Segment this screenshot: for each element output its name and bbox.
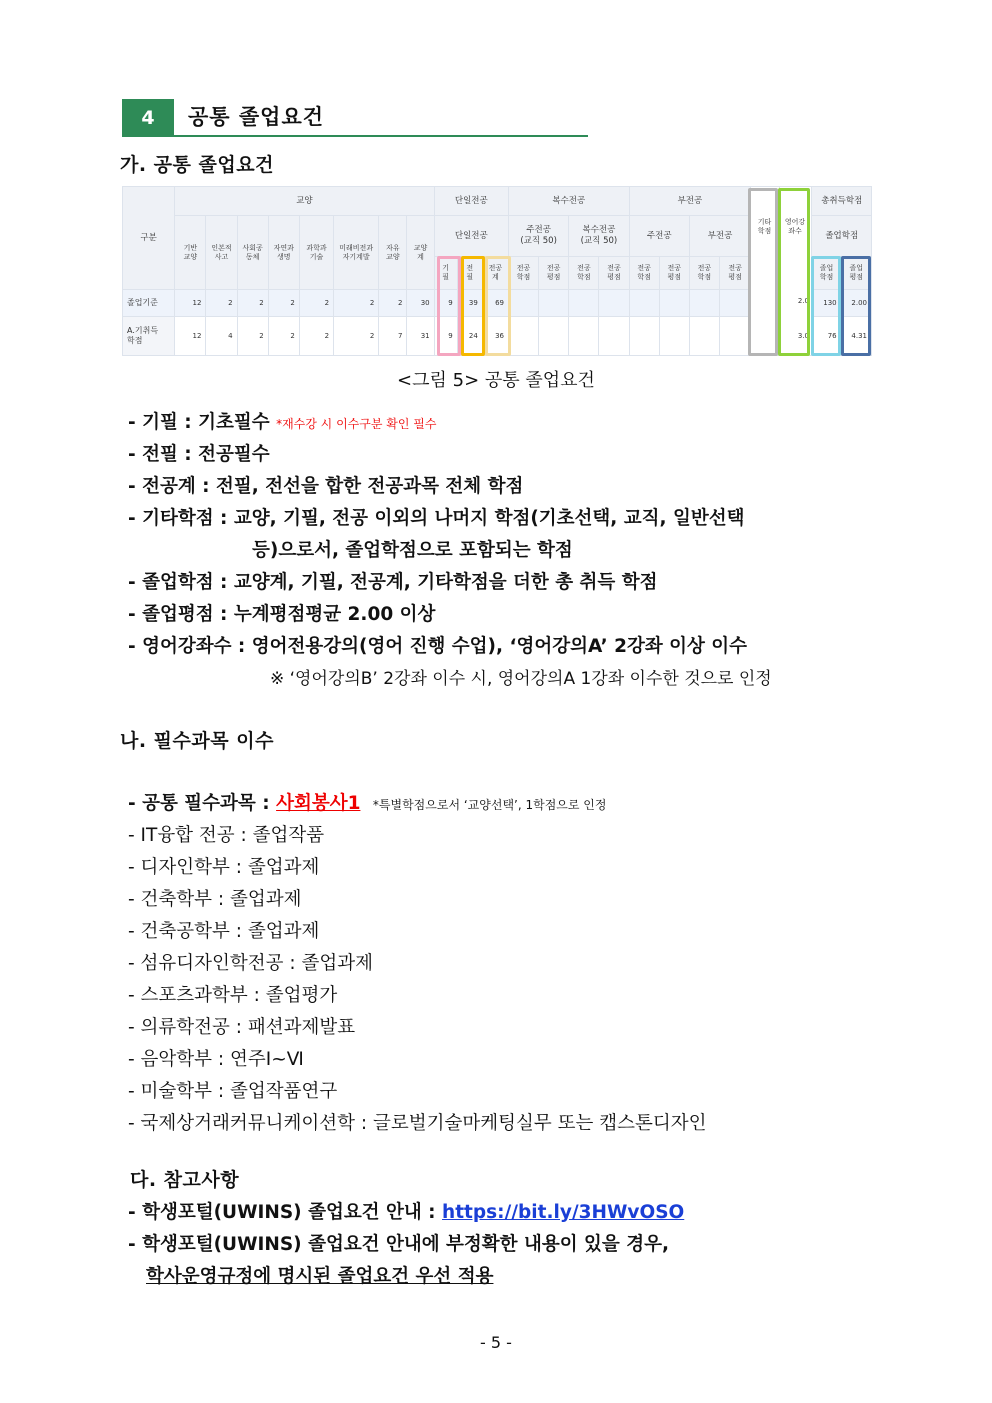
col-gipil: 기 필: [434, 257, 457, 290]
highlight-grad-credit: [811, 256, 841, 356]
cell: [659, 317, 689, 356]
highlight-grad-gpa: [841, 256, 871, 356]
definition-gipil: [128, 408, 436, 434]
cell: 2: [334, 290, 379, 317]
col-gyoyang-6: 미래비전과 자기계발: [334, 216, 379, 290]
group-single-major: 단일전공: [434, 187, 508, 216]
bullet: -: [128, 636, 143, 657]
cell: [508, 290, 538, 317]
cell: 2: [237, 290, 268, 317]
col-gyoyang-5: 과학과 기술: [299, 216, 333, 290]
col-grad-credit: 졸업 학점: [812, 257, 841, 290]
cell: 2: [299, 290, 333, 317]
cell: 2: [334, 317, 379, 356]
col-single-major: 단일전공: [434, 216, 508, 257]
cell: 2.00: [841, 290, 871, 317]
cell: [659, 290, 689, 317]
cell: 2: [268, 317, 299, 356]
subsection-c-title: 다. 참고사항: [130, 1169, 240, 1191]
cell: 2: [379, 290, 407, 317]
cell: [689, 290, 719, 317]
row-label: A.기취득 학점: [123, 317, 175, 356]
col-gyoyang-2: 인본적 사고: [206, 216, 237, 290]
bullet: -: [128, 508, 143, 529]
group-double-major: 복수전공: [508, 187, 629, 216]
col-gyoyang-3: 사회공 동체: [237, 216, 268, 290]
subsection-b-title: 나. 필수과목 이수: [120, 730, 274, 752]
portal-guide-link[interactable]: https://bit.ly/3HWvOSO: [442, 1202, 685, 1223]
definition-term: 영어강좌수 : 영어전용강의(영어 진행 수업), ‘영어강의A’ 2강좌 이상 이수: [142, 636, 748, 657]
bullet: -: [128, 604, 143, 625]
definition-jeonpil: [128, 440, 270, 466]
cell: 30: [407, 290, 434, 317]
special-credit-note: *특별학점으로서 ‘교양선택’, 1학점으로 인정: [372, 798, 607, 812]
cell: 4.31: [841, 317, 871, 356]
cell: [599, 317, 629, 356]
cell: 69: [482, 290, 508, 317]
cell: [508, 317, 538, 356]
col-minor-sub: 부전공: [689, 216, 750, 257]
discrepancy-note-cont: 학사운영규정에 명시된 졸업요건 우선 적용: [146, 1266, 494, 1287]
definition-term: 기필 : 기초필수: [142, 412, 270, 433]
col-jeongye: 전공 계: [482, 257, 508, 290]
bullet: -: [128, 476, 143, 497]
col-gyoyang-1: 기반 교양: [175, 216, 206, 290]
section-title: 공통 졸업요건: [188, 105, 325, 129]
col-major-credit: 전공 학점: [629, 257, 659, 290]
list-item: - 미술학부 : 졸업작품연구: [128, 1081, 338, 1102]
col-major-credit: 전공 학점: [689, 257, 719, 290]
col-english: 영어강 좌수: [784, 218, 806, 235]
discrepancy-note: - 학생포털(UWINS) 졸업요건 안내에 부정확한 내용이 있을 경우,: [128, 1234, 669, 1255]
definition-jeongye: [128, 472, 523, 498]
cell: 31: [407, 317, 434, 356]
definition-etc-credit: [128, 504, 744, 530]
group-minor: 부전공: [629, 187, 751, 216]
cell: 76: [812, 317, 841, 356]
cell: 4: [206, 317, 237, 356]
bullet: -: [128, 444, 143, 465]
highlight-gipil: [437, 256, 461, 356]
cell: [629, 290, 659, 317]
col-major-credit: 전공 학점: [569, 257, 599, 290]
cell: 2: [206, 290, 237, 317]
cell: [539, 290, 569, 317]
definition-term: 전공계 : 전필, 전선을 합한 전공과목 전체 학점: [142, 476, 524, 497]
cell: 36: [482, 317, 508, 356]
cell: [599, 290, 629, 317]
cell: 9: [434, 290, 457, 317]
col-gyoyang-7: 자유 교양: [379, 216, 407, 290]
list-item: - 스포츠과학부 : 졸업평가: [128, 985, 338, 1006]
col-grad-credit-group: 졸업학점: [812, 216, 872, 257]
page-number: - 5 -: [480, 1333, 512, 1352]
col-grad-gpa: 졸업 평점: [841, 257, 871, 290]
definition-term: 기타학점 : 교양, 기필, 전공 이외의 나머지 학점(기초선택, 교직, 일반선택: [142, 508, 745, 529]
common-required-label: - 공통 필수과목 :: [128, 793, 277, 814]
cell: [539, 317, 569, 356]
col-minor-main: 주전공: [629, 216, 689, 257]
cell: 12: [175, 290, 206, 317]
highlight-english: [778, 188, 810, 356]
community-service-course: 사회봉사1: [276, 793, 361, 814]
definition-term: 등)으로서, 졸업학점으로 포함되는 학점: [252, 540, 573, 561]
cell: 2: [299, 317, 333, 356]
cell: 12: [175, 317, 206, 356]
retake-note: *재수강 시 이수구분 확인 필수: [276, 417, 437, 431]
cell: 9: [434, 317, 457, 356]
list-item: - 국제상거래커뮤니케이션학 : 글로벌기술마케팅실무 또는 캡스톤디자인: [128, 1113, 707, 1134]
list-item: - 건축공학부 : 졸업과제: [128, 921, 320, 942]
cell: 2: [237, 317, 268, 356]
section-underline: [174, 135, 588, 137]
list-item: - 섬유디자인학전공 : 졸업과제: [128, 953, 374, 974]
common-required-course: [128, 789, 606, 815]
cell: 2: [268, 290, 299, 317]
cell: 7: [379, 317, 407, 356]
col-double-main: 주전공 (교직 50): [508, 216, 568, 257]
col-etc: 기타 학점: [757, 218, 772, 235]
list-item: - IT융합 전공 : 졸업작품: [128, 825, 325, 846]
col-double-sub: 복수전공 (교직 50): [569, 216, 629, 257]
subsection-a-title: 가. 공통 졸업요건: [120, 154, 274, 176]
cell: [569, 317, 599, 356]
definition-term: 졸업평점 : 누계평점평균 2.00 이상: [142, 604, 436, 625]
section-number: 4: [122, 99, 174, 137]
english-standard-value: 2.0: [797, 297, 809, 305]
definition-etc-credit-cont: [252, 536, 573, 562]
cell: [720, 290, 751, 317]
highlight-etc: [748, 188, 778, 356]
col-major-gpa: 전공 평점: [599, 257, 629, 290]
cell: 130: [812, 290, 841, 317]
list-item: - 건축학부 : 졸업과제: [128, 889, 302, 910]
definition-term: 졸업학점 : 교양계, 기필, 전공계, 기타학점을 더한 총 취득 학점: [142, 572, 658, 593]
group-gyoyang: 교양: [175, 187, 434, 216]
cell: [720, 317, 751, 356]
english-earned-value: 3.0: [797, 332, 809, 340]
cell: 24: [457, 317, 482, 356]
english-note: ※ ‘영어강의B’ 2강좌 이수 시, 영어강의A 1강좌 이수한 것으로 인정: [270, 669, 772, 689]
col-jeonpil: 전 필: [457, 257, 482, 290]
col-major-gpa: 전공 평점: [659, 257, 689, 290]
cell: [689, 317, 719, 356]
cell: 39: [457, 290, 482, 317]
col-major-gpa: 전공 평점: [539, 257, 569, 290]
definition-english: [128, 632, 747, 658]
col-gyoyang-4: 자연과 생명: [268, 216, 299, 290]
definition-term: 전필 : 전공필수: [142, 444, 270, 465]
definition-grad-gpa: [128, 600, 435, 626]
list-item: - 디자인학부 : 졸업과제: [128, 857, 320, 878]
row-header-label: 구분: [123, 187, 175, 290]
col-major-credit: 전공 학점: [508, 257, 538, 290]
bullet: -: [128, 412, 143, 433]
highlight-jeongye: [485, 256, 511, 356]
cell: [569, 290, 599, 317]
list-item: - 의류학전공 : 패션과제발표: [128, 1017, 356, 1038]
definition-grad-credit: [128, 568, 657, 594]
portal-guide: [128, 1198, 684, 1224]
portal-guide-label: - 학생포털(UWINS) 졸업요건 안내 :: [128, 1202, 443, 1223]
col-gyoyang-total: 교양 계: [407, 216, 434, 290]
group-total-credit: 총취득학점: [812, 187, 872, 216]
figure-caption: <그림 5> 공통 졸업요건: [397, 370, 595, 391]
cell: [629, 317, 659, 356]
bullet: -: [128, 572, 143, 593]
highlight-jeonpil: [461, 256, 485, 356]
col-major-gpa: 전공 평점: [720, 257, 751, 290]
list-item: - 음악학부 : 연주Ⅰ~Ⅵ: [128, 1049, 304, 1070]
row-label: 졸업기준: [123, 290, 175, 317]
